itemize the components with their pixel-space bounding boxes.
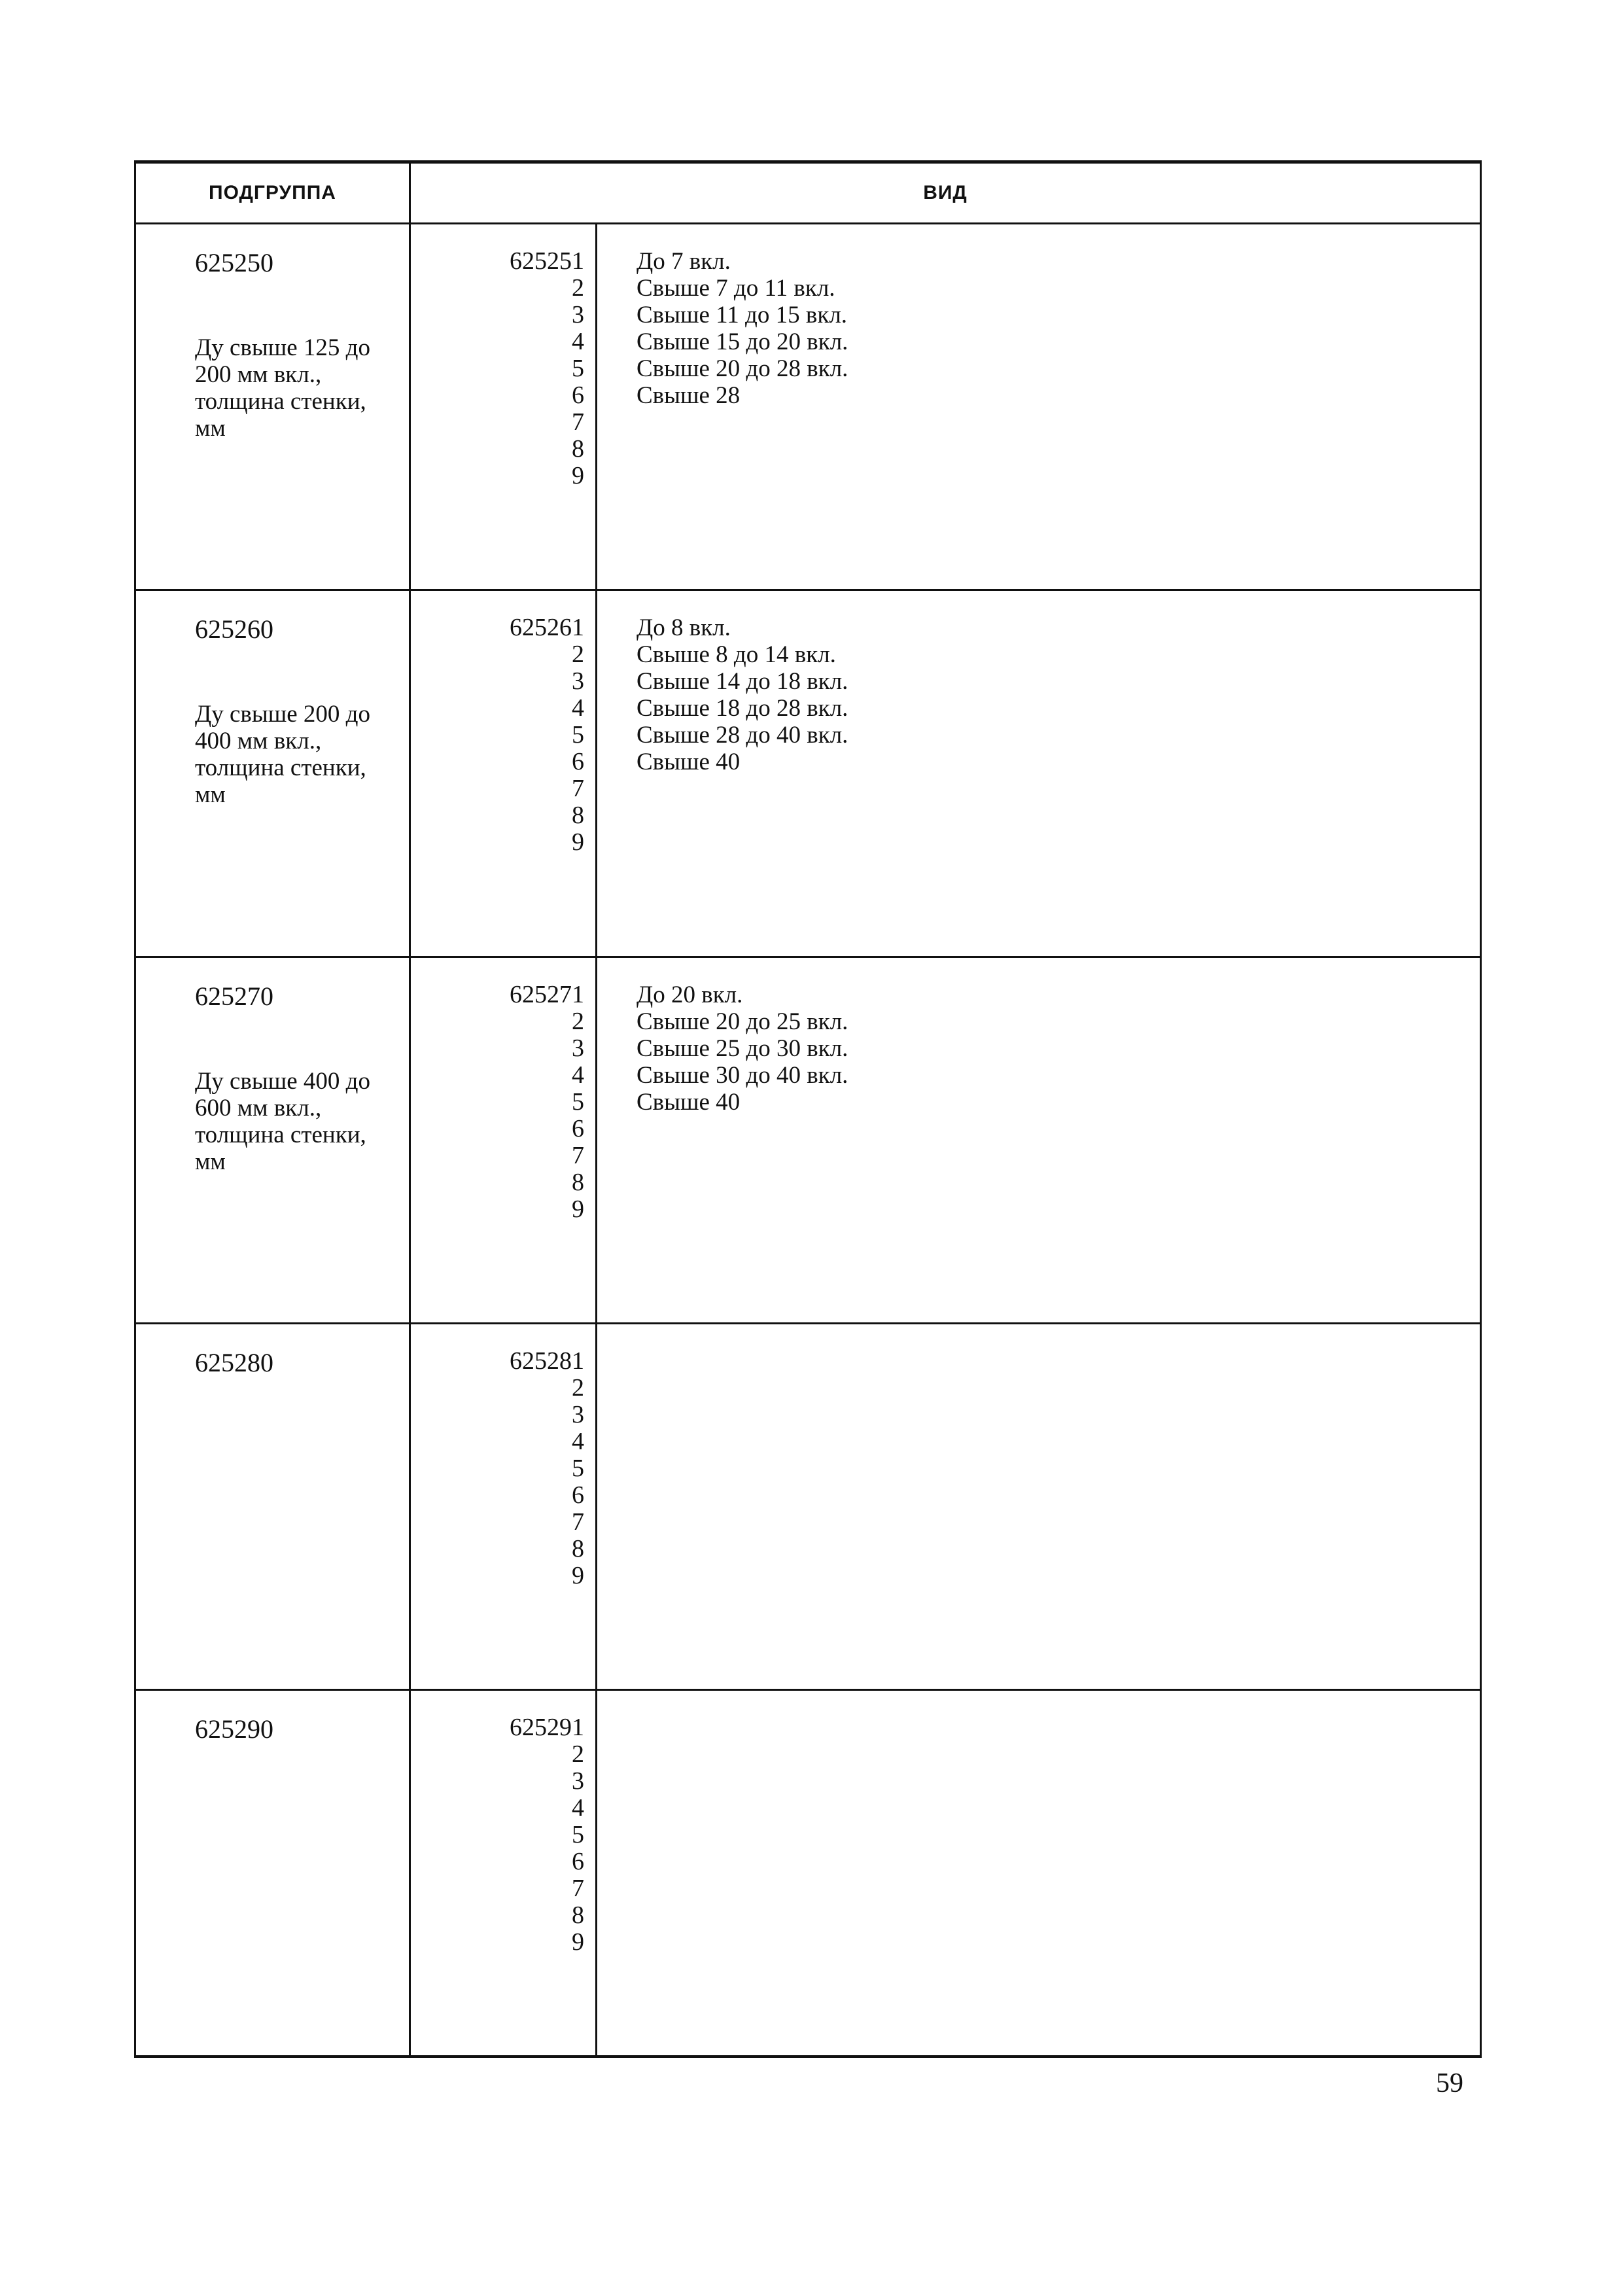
kind-code-list — [476, 248, 584, 489]
subgroup-description: Ду свыше 400 до 600 мм вкл., толщина стенки, мм — [195, 1067, 370, 1175]
kind-code: 6 — [572, 1114, 584, 1142]
table-header-row — [135, 162, 1481, 224]
kind-code: 4 — [572, 328, 584, 355]
kind-range-cell — [597, 1323, 1481, 1689]
kind-code: 7 — [572, 1141, 584, 1169]
thickness-range: До 8 вкл. — [637, 614, 731, 642]
kind-code-cell — [410, 957, 597, 1323]
kind-code: 5 — [572, 355, 584, 382]
kind-range-cell — [597, 224, 1481, 590]
kind-code: 9 — [572, 1195, 584, 1223]
kind-code: 3 — [572, 1034, 584, 1062]
subgroup-cell — [135, 590, 410, 957]
page-number: 59 — [1436, 2068, 1463, 2098]
table-row — [135, 590, 1481, 957]
kind-code: 3 — [572, 667, 584, 696]
kind-code: 7 — [572, 1508, 584, 1536]
kind-code: 8 — [572, 435, 584, 463]
kind-code: 6 — [572, 381, 584, 409]
kind-code: 625291 — [510, 1714, 584, 1742]
subgroup-code: 625280 — [195, 1347, 273, 1377]
kind-code: 4 — [572, 1794, 584, 1822]
thickness-range: Свыше 25 до 30 вкл. — [637, 1034, 848, 1062]
kind-code-list — [476, 981, 584, 1223]
thickness-range: Свыше 28 — [637, 382, 741, 409]
thickness-range: Свыше 40 — [637, 1088, 741, 1116]
kind-code: 625251 — [510, 247, 584, 275]
table-row — [135, 957, 1481, 1323]
thickness-range: Свыше 20 до 28 вкл. — [637, 355, 848, 382]
kind-code: 5 — [572, 1087, 584, 1116]
thickness-range: Свыше 8 до 14 вкл. — [637, 641, 836, 669]
kind-code: 4 — [572, 1061, 584, 1089]
kind-code: 9 — [572, 462, 584, 489]
subgroup-code: 625250 — [195, 248, 273, 277]
kind-code-list — [476, 1348, 584, 1589]
kind-code: 6 — [572, 1848, 584, 1876]
thickness-range: Свыше 7 до 11 вкл. — [637, 275, 835, 302]
kind-code: 6 — [572, 748, 584, 776]
kind-range-cell — [597, 1690, 1481, 2057]
thickness-range-list — [637, 614, 1480, 775]
thickness-range: Свыше 40 — [637, 749, 741, 776]
subgroup-code: 625270 — [195, 981, 273, 1011]
header-kind: ВИД — [410, 162, 1481, 224]
kind-code: 2 — [572, 641, 584, 669]
thickness-range: Свыше 20 до 25 вкл. — [637, 1008, 848, 1035]
subgroup-cell — [135, 957, 410, 1323]
thickness-range: Свыше 15 до 20 вкл. — [637, 328, 848, 355]
kind-code: 9 — [572, 828, 584, 857]
kind-code: 3 — [572, 1767, 584, 1795]
kind-code: 6 — [572, 1481, 584, 1509]
thickness-range: До 7 вкл. — [637, 248, 731, 275]
kind-code: 5 — [572, 1821, 584, 1849]
thickness-range-list — [637, 248, 1480, 409]
kind-code: 7 — [572, 408, 584, 436]
kind-code: 5 — [572, 721, 584, 749]
kind-code: 2 — [572, 1373, 584, 1402]
subgroup-code: 625260 — [195, 614, 273, 645]
kind-code-list — [476, 614, 584, 856]
kind-code: 4 — [572, 694, 584, 722]
kind-code-cell — [410, 1690, 597, 2057]
thickness-range: Свыше 18 до 28 вкл. — [637, 695, 848, 722]
kind-code: 8 — [572, 1534, 584, 1563]
subgroup-code: 625290 — [195, 1714, 273, 1744]
kind-code: 625261 — [510, 614, 584, 642]
kind-range-cell — [597, 957, 1481, 1323]
kind-code-cell — [410, 590, 597, 957]
classification-table — [134, 160, 1482, 2058]
kind-code-cell — [410, 1323, 597, 1689]
kind-code: 8 — [572, 1901, 584, 1930]
table-row — [135, 1323, 1481, 1689]
thickness-range: Свыше 11 до 15 вкл. — [637, 302, 848, 328]
kind-code: 8 — [572, 802, 584, 830]
table-row — [135, 224, 1481, 590]
thickness-range: Свыше 28 до 40 вкл. — [637, 722, 848, 749]
subgroup-cell — [135, 224, 410, 590]
subgroup-description: Ду свыше 125 до 200 мм вкл., толщина стенки, мм — [195, 334, 370, 442]
table-row — [135, 1690, 1481, 2057]
kind-code: 625281 — [510, 1347, 584, 1375]
thickness-range: Свыше 30 до 40 вкл. — [637, 1061, 848, 1089]
kind-code: 3 — [572, 1400, 584, 1428]
thickness-range: Свыше 14 до 18 вкл. — [637, 668, 848, 696]
kind-code: 7 — [572, 775, 584, 803]
subgroup-description: Ду свыше 200 до 400 мм вкл., толщина стенки, мм — [195, 701, 370, 809]
kind-code-list — [476, 1714, 584, 1956]
subgroup-cell — [135, 1690, 410, 2057]
kind-code: 7 — [572, 1875, 584, 1903]
kind-code: 3 — [572, 301, 584, 328]
kind-code-cell — [410, 224, 597, 590]
kind-code: 9 — [572, 1928, 584, 1956]
kind-range-cell — [597, 590, 1481, 957]
subgroup-cell — [135, 1323, 410, 1689]
header-subgroup: ПОДГРУППА — [135, 162, 410, 224]
kind-code: 4 — [572, 1427, 584, 1455]
thickness-range: До 20 вкл. — [637, 981, 743, 1008]
kind-code: 2 — [572, 1007, 584, 1035]
kind-code: 5 — [572, 1454, 584, 1482]
kind-code: 625271 — [510, 980, 584, 1008]
kind-code: 2 — [572, 274, 584, 302]
thickness-range-list — [637, 981, 1480, 1116]
kind-code: 2 — [572, 1740, 584, 1769]
kind-code: 9 — [572, 1561, 584, 1589]
kind-code: 8 — [572, 1168, 584, 1196]
